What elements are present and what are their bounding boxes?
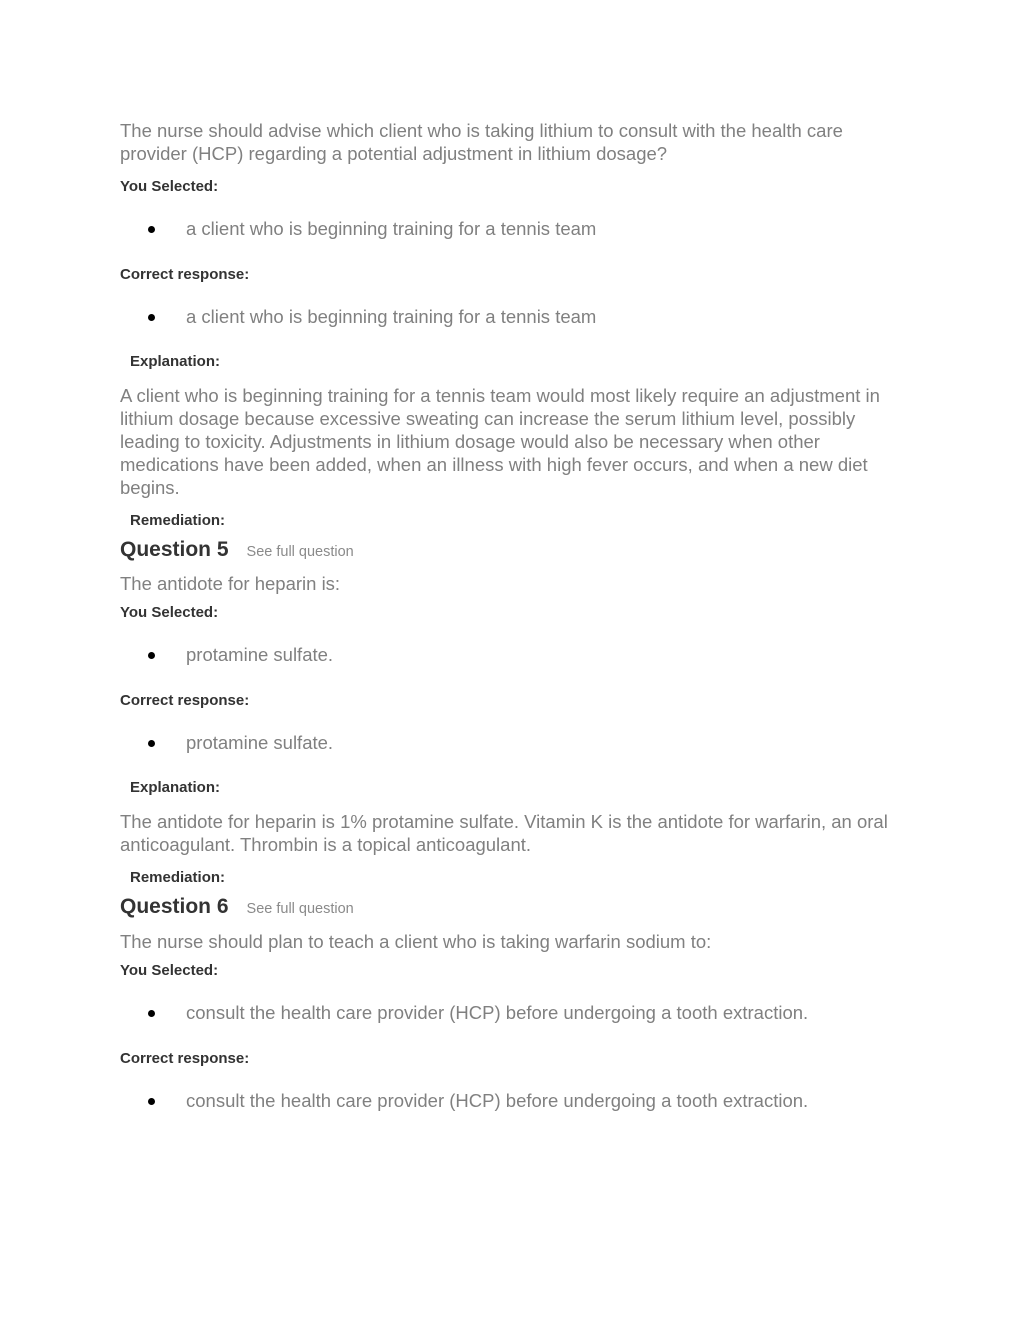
quiz-review-page	[120, 119, 890, 1113]
explanation-label: Explanation:	[130, 353, 221, 370]
correct-response-label: Correct response:	[120, 1050, 250, 1067]
correct-answer-text: protamine sulfate.	[186, 732, 334, 753]
selected-answer-text: a client who is beginning training for a tennis team	[186, 218, 597, 239]
explanation-label: Explanation:	[130, 779, 221, 796]
you-selected-label: You Selected:	[120, 178, 219, 195]
correct-response-label: Correct response:	[120, 692, 250, 709]
correct-answer	[120, 731, 890, 755]
bullet-icon	[148, 652, 155, 659]
selected-answer	[120, 643, 890, 667]
question-text: The nurse should plan to teach a client who is taking warfarin sodium to:	[120, 931, 712, 952]
question-title: Question 5	[120, 538, 229, 561]
correct-answer-text: consult the health care provider (HCP) before undergoing a tooth extraction.	[186, 1090, 809, 1111]
bullet-icon	[148, 1098, 155, 1105]
correct-answer-text: a client who is beginning training for a tennis team	[186, 306, 597, 327]
remediation-label: Remediation:	[130, 869, 226, 886]
bullet-icon	[148, 1010, 155, 1017]
explanation-text: The antidote for heparin is 1% protamine sulfate. Vitamin K is the antidote for warfarin, an oral anticoagulant. Thrombin is a topical anticoagulant.	[120, 811, 888, 855]
bullet-icon	[148, 226, 155, 233]
you-selected-label: You Selected:	[120, 962, 219, 979]
see-full-question-link[interactable]: See full question	[246, 544, 354, 560]
question-text: The nurse should advise which client who is taking lithium to consult with the health care provider (HCP) regarding a potential adjustment in lithium dosage?	[120, 120, 843, 164]
remediation-label: Remediation:	[130, 512, 226, 529]
question-6-header	[120, 895, 890, 921]
you-selected-label: You Selected:	[120, 604, 219, 621]
selected-answer-text: protamine sulfate.	[186, 644, 334, 665]
correct-answer	[120, 305, 890, 329]
question-title: Question 6	[120, 895, 229, 918]
correct-answer	[120, 1089, 890, 1113]
selected-answer	[120, 1001, 890, 1025]
question-5-header	[120, 538, 890, 564]
correct-response-label: Correct response:	[120, 266, 250, 283]
selected-answer-text: consult the health care provider (HCP) before undergoing a tooth extraction.	[186, 1002, 809, 1023]
explanation-text: A client who is beginning training for a tennis team would most likely require an adjustment in lithium dosage because excessive sweating can increase the serum lithium level, possibly leading to toxicity. Adjustments in lithium dosage would also be necessary when other medications have been added, when an illness with high fever occurs, and when a new diet begins.	[120, 385, 880, 498]
bullet-icon	[148, 740, 155, 747]
question-text: The antidote for heparin is:	[120, 573, 341, 594]
bullet-icon	[148, 314, 155, 321]
selected-answer	[120, 217, 890, 241]
see-full-question-link[interactable]: See full question	[246, 901, 354, 917]
